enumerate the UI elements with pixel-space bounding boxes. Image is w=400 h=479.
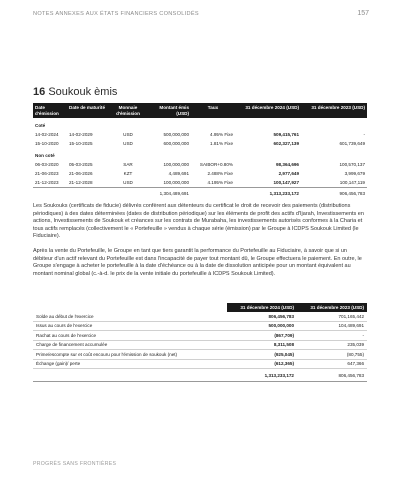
cell: 104,489,691 xyxy=(297,321,367,331)
total-cell: 1,313,233,172 xyxy=(227,369,297,382)
total-cell: 906,456,783 xyxy=(301,188,367,200)
cell: 05-03-2025 xyxy=(69,162,93,168)
sukuk-issued-table xyxy=(33,103,367,199)
cell: - xyxy=(297,331,367,341)
cell: (925,045) xyxy=(227,350,297,360)
cell: SAR xyxy=(123,162,133,168)
group-label: Coté xyxy=(35,123,46,129)
col-header: Date d'émission xyxy=(33,103,67,118)
cell: 21-06-2026 xyxy=(69,171,93,177)
table-row xyxy=(33,331,367,341)
cell: 14-02-2029 xyxy=(69,132,93,138)
cell: 806,456,783 xyxy=(227,312,297,321)
table-row xyxy=(33,139,367,148)
paragraph-portfolio-guarantee: Après la vente du Portefeuille, le Groupe en tant que tiers garantit la performance du Portefeuille au Fiduciaire, à savoir que si un débiteur d'un actif relevant du Portefeuille est dans l'incapacité de payer tout montant dû, le Groupe effectuera le paiement. En outre, le Groupe s'engage à acheter le portefeuille à la date d'échéance ou à la date de dissolution anticipée pour un montant équivalent au montant nominal global (c.-à-d. le prix de la vente initiale du portefeuille à ICDPS Soukouk Limited). xyxy=(33,248,362,277)
table-row xyxy=(33,359,367,369)
header-title: NOTES ANNEXES AUX ÉTATS FINANCIERS CONSOLIDÉS xyxy=(33,11,199,17)
table-row xyxy=(33,321,367,331)
page-header xyxy=(33,11,369,21)
table-header-row xyxy=(33,303,367,312)
cell: 2.488% Fixe xyxy=(207,171,233,177)
cell: 4.95% Fixe xyxy=(210,132,233,138)
row-label: Charge de financement accumulée xyxy=(33,340,227,350)
col-header: 31 décembre 2024 (USD) xyxy=(235,103,301,118)
cell: 100,000,000 xyxy=(163,162,189,168)
table-row xyxy=(33,178,367,188)
row-label: Prime/escompte sur et coût encouru pour l'émission de soukouk (net) xyxy=(33,350,227,360)
sukuk-movement-table xyxy=(33,303,367,382)
cell: (612,365) xyxy=(227,359,297,369)
cell: KZT xyxy=(123,171,133,177)
cell: 602,327,139 xyxy=(273,141,299,147)
table-row xyxy=(33,350,367,360)
section-number: 16 xyxy=(33,86,46,98)
cell: 98,364,696 xyxy=(276,162,299,168)
cell: 21-06-2023 xyxy=(35,171,59,177)
paragraph-sukuk-description: Les Soukouks (certificats de fiducie) délivrés confèrent aux détenteurs du certificat le droit de recevoir des paiements (distributions périodiques) à des dates déterminées (dates de distribution périodique) sur les éléments de profit des actifs d'Ijarah, Investissements en actions, Investissements de Soukouk et créances sur les contrats de Murabaha, les investissements autorisés conformes à la Charia et tous actifs remplacés (collectivement le « Portefeuille » vendus à chaque série (émission) par le Groupe à ICDPS Soukouk Limited (le Fiduciaire). xyxy=(33,203,364,240)
group-row-unlisted xyxy=(33,148,367,160)
row-label: Solde au début de l'exercice xyxy=(33,312,227,321)
row-label: Issus au cours de l'exercice xyxy=(33,321,227,331)
cell: 600,000,000 xyxy=(163,141,189,147)
cell: 601,739,649 xyxy=(339,141,365,147)
cell: 701,165,442 xyxy=(297,312,367,321)
table-row xyxy=(33,312,367,321)
cell: (80,755) xyxy=(297,350,367,360)
cell: 21-12-2028 xyxy=(69,180,93,186)
section-name: Soukouk èmis xyxy=(48,86,118,98)
col-header: Date de maturité xyxy=(67,103,107,118)
row-label: Échange (gain)/ perte xyxy=(33,359,227,369)
table-row xyxy=(33,130,367,139)
cell: 06-03-2020 xyxy=(35,162,59,168)
table-row xyxy=(33,340,367,350)
cell: 509,415,761 xyxy=(273,132,299,138)
col-header: 31 décembre 2023 (USD) xyxy=(301,103,367,118)
col-header: Monnaie d'émission xyxy=(107,103,149,118)
cell: 100,570,137 xyxy=(339,162,365,168)
group-row-listed xyxy=(33,118,367,130)
table-row xyxy=(33,169,367,178)
col-header: Taux xyxy=(191,103,235,118)
table-row xyxy=(33,160,367,169)
cell: USD xyxy=(123,180,133,186)
col-header: 31 décembre 2024 (USD) xyxy=(227,303,297,312)
cell: 21-12-2023 xyxy=(35,180,59,186)
cell: - xyxy=(363,132,365,138)
blank-header xyxy=(33,303,227,312)
cell: 100,000,000 xyxy=(163,180,189,186)
row-label: Rachat au cours de l'exercice xyxy=(33,331,227,341)
cell: SAIBOR+0.80% xyxy=(199,162,233,168)
cell: 500,000,000 xyxy=(163,132,189,138)
cell: 4.195% Fixe xyxy=(207,180,233,186)
total-cell: 1,313,233,172 xyxy=(235,188,301,200)
table-header-row xyxy=(33,103,367,118)
cell: USD xyxy=(123,141,133,147)
cell: 1.81% Fixe xyxy=(210,141,233,147)
cell: 3,999,679 xyxy=(344,171,365,177)
page-footer: PROGRÈS SANS FRONTIÈRES xyxy=(33,461,117,467)
section-title xyxy=(33,86,117,98)
cell: 8,311,508 xyxy=(227,340,297,350)
cell: 235,039 xyxy=(297,340,367,350)
cell: 2,977,649 xyxy=(278,171,299,177)
cell: 647,366 xyxy=(297,359,367,369)
cell: 14-02-2024 xyxy=(35,132,59,138)
col-header: 31 décembre 2023 (USD) xyxy=(297,303,367,312)
table-total-row xyxy=(33,188,367,200)
cell: 500,000,000 xyxy=(227,321,297,331)
cell: 100,147,119 xyxy=(339,180,365,186)
total-cell: 806,456,783 xyxy=(297,369,367,382)
cell: 100,147,927 xyxy=(273,180,299,186)
total-cell: 1,304,489,691 xyxy=(149,188,191,200)
cell: (867,709) xyxy=(227,331,297,341)
cell: USD xyxy=(123,132,133,138)
page-number: 157 xyxy=(357,10,369,17)
col-header: Montant émis (USD) xyxy=(149,103,191,118)
group-label: Non coté xyxy=(35,153,55,159)
table-total-row xyxy=(33,369,367,382)
cell: 4,489,691 xyxy=(168,171,189,177)
cell: 15-10-2020 xyxy=(35,141,59,147)
cell: 15-10-2025 xyxy=(69,141,93,147)
